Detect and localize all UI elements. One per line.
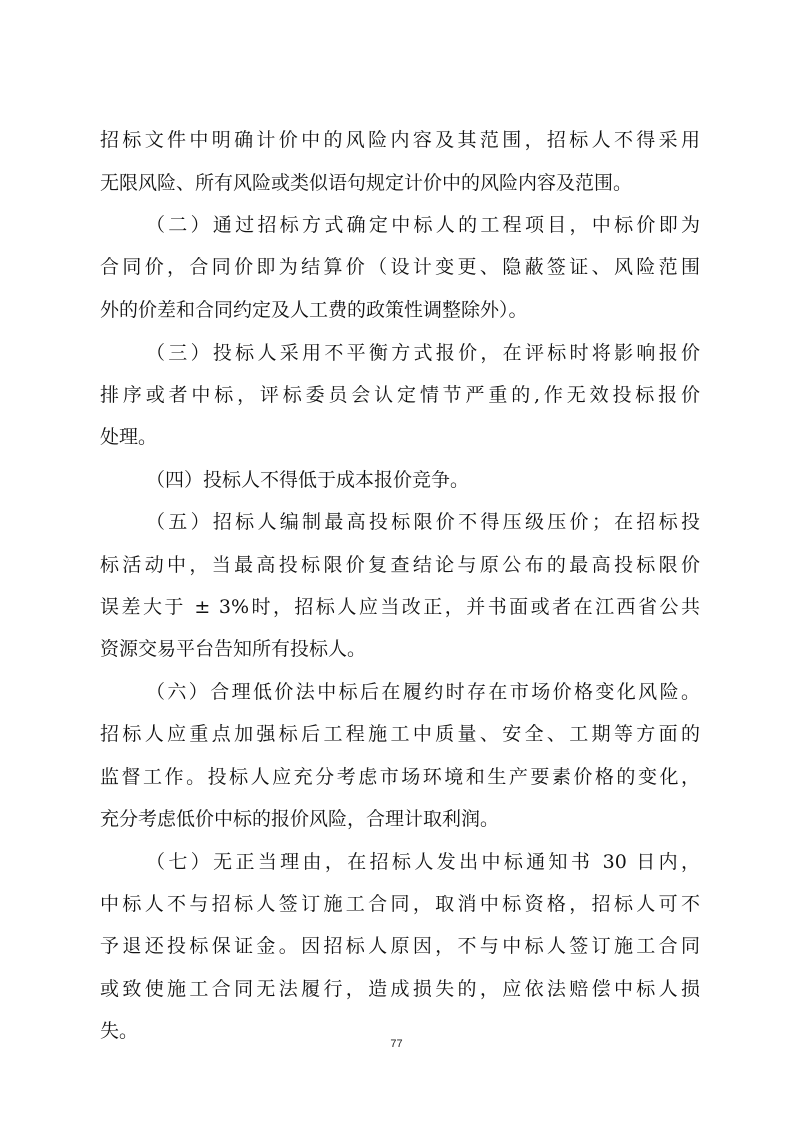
text-line: 无限风险、所有风险或类似语句规定计价中的风险内容及范围。 bbox=[100, 172, 633, 194]
text-line: 中标人不与招标人签订施工合同，取消中标资格，招标人可不 bbox=[100, 893, 700, 915]
text-line: 资源交易平台告知所有投标人。 bbox=[100, 638, 367, 660]
text-line: 标活动中，当最高投标限价复查结论与原公布的最高投标限价 bbox=[100, 554, 700, 576]
text-line: 排序或者中标，评标委员会认定情节严重的,作无效投标报价 bbox=[100, 384, 700, 406]
paragraph-4: （四）投标人不得低于成本报价竞争。 bbox=[146, 469, 470, 491]
text-line: 外的价差和合同约定及人工费的政策性调整除外）。 bbox=[100, 299, 528, 321]
text-line: 予退还投标保证金。因招标人原因，不与中标人签订施工合同 bbox=[100, 935, 700, 957]
paragraph-6-start: （六）合理低价法中标后在履约时存在市场价格变化风险。 bbox=[146, 681, 700, 703]
paragraph-5-start: （五）招标人编制最高投标限价不得压级压价；在招标投 bbox=[146, 511, 700, 533]
page-number: 77 bbox=[390, 1038, 403, 1050]
text-line: 充分考虑低价中标的报价风险，合理计取利润。 bbox=[100, 808, 500, 830]
paragraph-3-start: （三）投标人采用不平衡方式报价，在评标时将影响报价 bbox=[146, 342, 700, 364]
text-line: 处理。 bbox=[100, 426, 158, 448]
text-line: 失。 bbox=[100, 1020, 139, 1042]
paragraph-2-start: （二）通过招标方式确定中标人的工程项目，中标价即为 bbox=[146, 214, 700, 236]
text-line: 或致使施工合同无法履行，造成损失的，应依法赔偿中标人损 bbox=[100, 978, 700, 1000]
paragraph-7-start: （七）无正当理由，在招标人发出中标通知书 30 日内， bbox=[146, 851, 700, 873]
text-line: 误差大于 ± 3%时，招标人应当改正，并书面或者在江西省公共 bbox=[100, 596, 700, 618]
text-line: 招标文件中明确计价中的风险内容及其范围，招标人不得采用 bbox=[100, 129, 700, 151]
text-line: 监督工作。投标人应充分考虑市场环境和生产要素价格的变化， bbox=[100, 766, 700, 788]
text-line: 合同价，合同价即为结算价（设计变更、隐蔽签证、风险范围 bbox=[100, 256, 700, 278]
text-line: 招标人应重点加强标后工程施工中质量、安全、工期等方面的 bbox=[100, 723, 700, 745]
